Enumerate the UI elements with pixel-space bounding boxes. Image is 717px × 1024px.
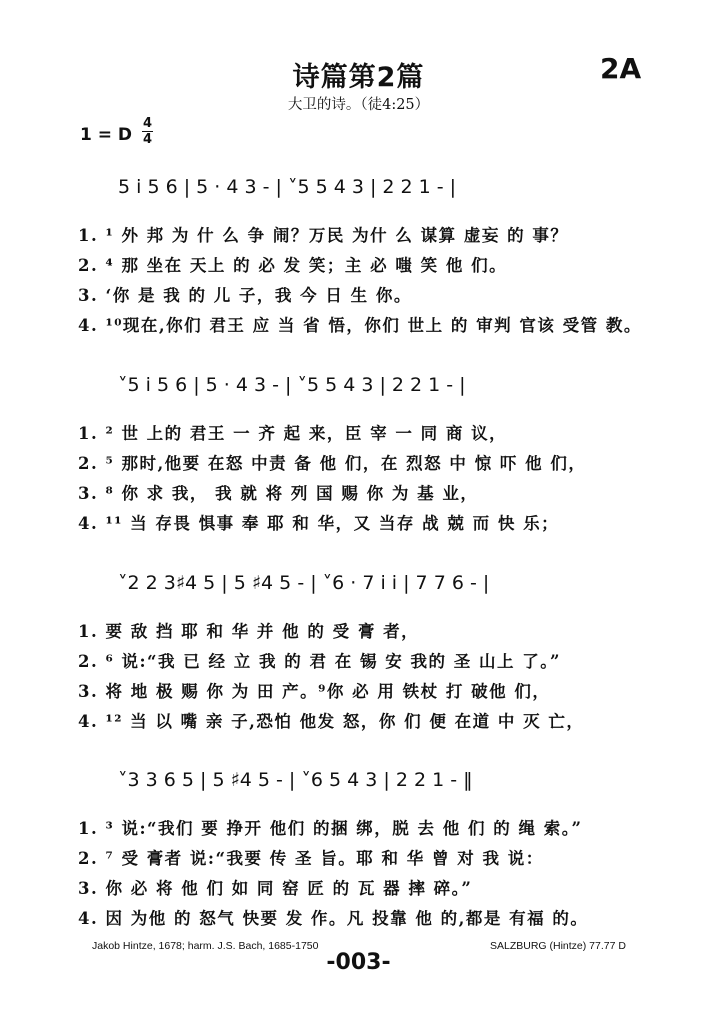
lyric-line-3-4: 4. ¹² 当 以 嘴 亲 子,恐怕 他发 怒，你 们 便 在道 中 灭 亡，: [78, 712, 585, 731]
key-signature: 1 = D: [80, 125, 133, 145]
lyric-line-3-3: 3. 将 地 极 赐 你 为 田 产。⁹你 必 用 铁杖 打 破他 们，: [78, 682, 551, 701]
lyric-line-4-4: 4. 因 为他 的 怒气 快要 发 作。凡 投靠 他 的,都是 有福 的。: [78, 909, 589, 928]
lyric-line-1-1: 1. ¹ 外 邦 为 什 么 争 闹？万民 为什 么 谋算 虚妄 的 事？: [78, 226, 569, 245]
lyric-line-2-4: 4. ¹¹ 当 存畏 惧事 奉 耶 和 华，又 当存 战 兢 而 快 乐；: [78, 514, 560, 533]
lyric-line-1-4: 4. ¹⁰现在,你们 君王 应 当 省 悟，你们 世上 的 审判 官该 受管 教。: [78, 316, 642, 335]
lyric-line-4-2: 2. ⁷ 受 膏者 说:“我要 传 圣 旨。耶 和 华 曾 对 我 说：: [78, 849, 544, 868]
composer-credit: Jakob Hintze, 1678; harm. J.S. Bach, 1685-1750: [92, 940, 319, 952]
notation-line-4: ˅3 3 6 5 | 5 ♯4 5 - | ˅6 5 4 3 | 2 2 1 - ‖: [118, 769, 473, 791]
time-signature-top: 4: [143, 116, 153, 131]
lyric-line-4-1: 1. ³ 说:“我们 要 挣开 他们 的捆 绑，脱 去 他 们 的 绳 索。”: [78, 819, 583, 838]
lyric-line-3-2: 2. ⁶ 说:“我 已 经 立 我 的 君 在 锡 安 我的 圣 山上 了。”: [78, 652, 561, 671]
page-title: 诗篇第2篇: [292, 62, 425, 93]
subtitle: 大卫的诗。（徒4:25）: [287, 97, 430, 113]
lyric-line-2-2: 2. ⁵ 那时,他要 在怒 中责 备 他 们，在 烈怒 中 惊 吓 他 们，: [78, 454, 587, 473]
lyric-line-1-2: 2. ⁴ 那 坐在 天上 的 必 发 笑；主 必 嗤 笑 他 们。: [78, 256, 508, 275]
hymn-number: 2A: [600, 52, 642, 85]
lyric-line-1-3: 3. ‘你 是 我 的 儿 子，我 今 日 生 你。: [78, 286, 412, 305]
time-signature: [142, 116, 153, 147]
notation-line-2: ˅5 i 5 6 | 5 · 4 3 - | ˅5 5 4 3 | 2 2 1 - |: [118, 374, 466, 396]
tune-name: SALZBURG (Hintze) 77.77 D: [490, 940, 626, 952]
time-signature-bottom: 4: [143, 132, 153, 147]
lyric-line-2-1: 1. ² 世 上的 君王 一 齐 起 来，臣 宰 一 同 商 议，: [78, 424, 508, 443]
lyric-line-4-3: 3. 你 必 将 他 们 如 同 窑 匠 的 瓦 器 摔 碎。”: [78, 879, 473, 898]
page-number: -003-: [326, 950, 391, 975]
notation-line-1: 5 i 5 6 | 5 · 4 3 - | ˅5 5 4 3 | 2 2 1 - |: [118, 176, 457, 198]
lyric-line-3-1: 1. 要 敌 挡 耶 和 华 并 他 的 受 膏 者，: [78, 622, 420, 641]
lyric-line-2-3: 3. ⁸ 你 求 我， 我 就 将 列 国 赐 你 为 基 业，: [78, 484, 479, 503]
notation-line-3: ˅2 2 3♯4 5 | 5 ♯4 5 - | ˅6 · 7 i i | 7 7 6 - |: [118, 572, 490, 594]
